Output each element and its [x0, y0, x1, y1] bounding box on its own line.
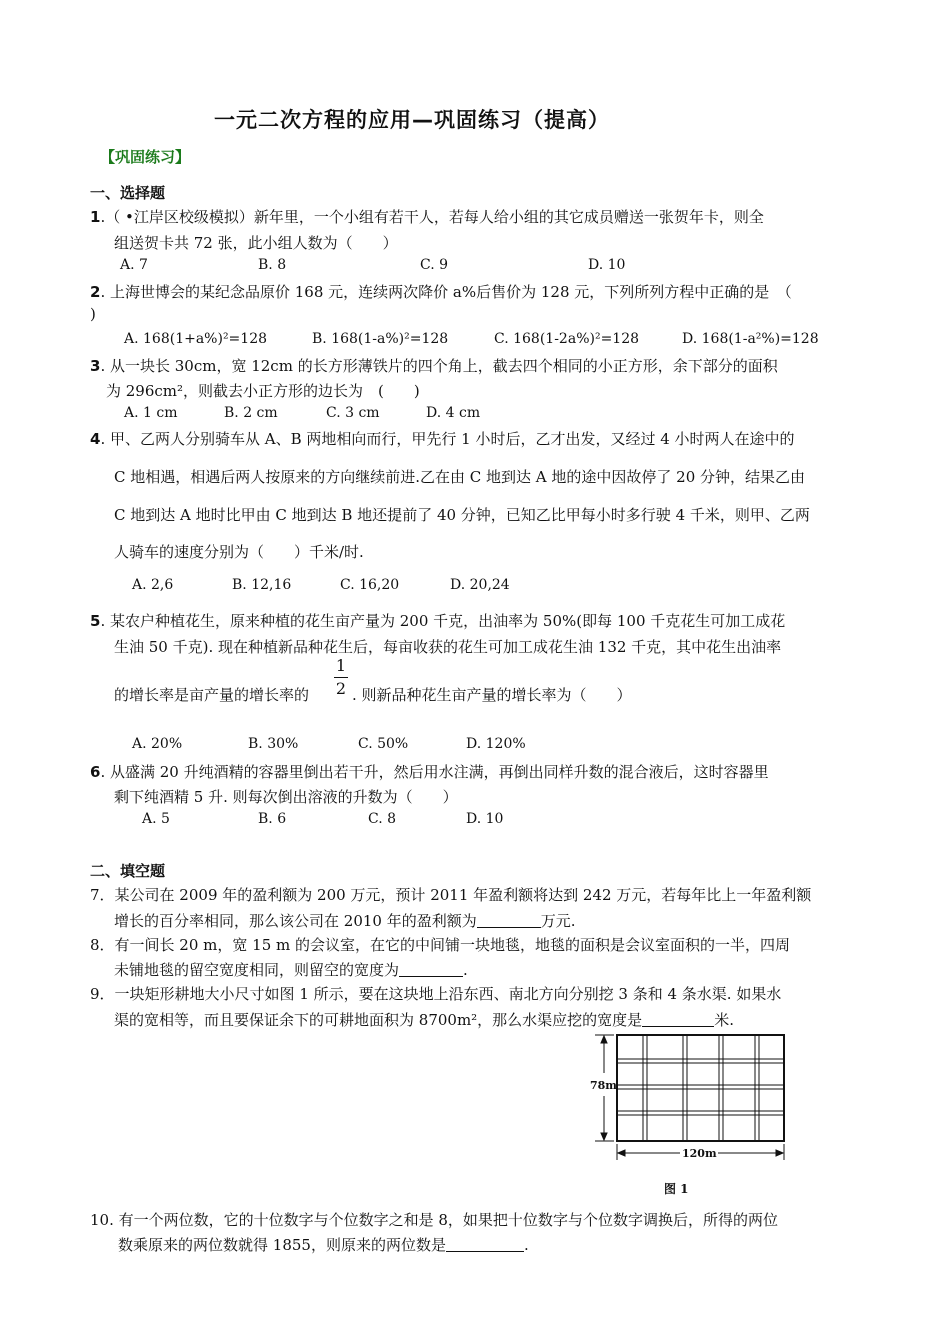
question-6-option-b: B. 6	[258, 811, 287, 827]
question-1-text: .（ •江岸区校级模拟）新年里，一个小组有若干人，若每人给小组的其它成员赠送一张贺年卡，则全	[100, 208, 764, 226]
question-1-number: 1	[90, 208, 101, 226]
question-1-line-1	[90, 206, 764, 227]
section-heading-fill: 二、填空题	[90, 862, 166, 880]
question-4-option-c: C. 16,20	[340, 577, 400, 593]
fraction-bar	[334, 677, 348, 678]
question-9-unit: 米.	[714, 1011, 734, 1029]
question-9-answer-blank	[642, 1012, 714, 1027]
question-5-option-a: A. 20%	[132, 736, 183, 752]
question-6-line-1	[90, 761, 769, 782]
question-6-number: 6	[90, 763, 101, 781]
question-4-option-a: A. 2,6	[132, 577, 174, 593]
question-7-line-2	[114, 910, 576, 931]
question-3-option-a: A. 1 cm	[124, 405, 178, 421]
fraction-denominator: 2	[335, 679, 347, 698]
question-5-line-3b: . 则新品种花生亩产量的增长率为（ ）	[352, 686, 632, 704]
question-5-option-c: C. 50%	[358, 736, 409, 752]
question-2-line-1	[90, 281, 792, 302]
question-4-line-2: C 地相遇，相遇后两人按原来的方向继续前进.乙在由 C 地到达 A 地的途中因故停了 20 分钟，结果乙由	[114, 468, 806, 486]
question-4-option-b: B. 12,16	[232, 577, 292, 593]
question-2-option-b: B. 168(1-a%)²=128	[312, 331, 449, 347]
question-8-end: .	[463, 961, 468, 979]
question-4-line-4: 人骑车的速度分别为（ ）千米/时.	[114, 543, 364, 561]
page-title: 一元二次方程的应用—巩固练习（提高）	[214, 108, 610, 132]
question-2-number: 2	[90, 283, 101, 301]
question-9-line-1: 9．一块矩形耕地大小尺寸如图 1 所示，要在这块地上沿东西、南北方向分别挖 3 条和 4 条水渠. 如果水	[90, 985, 782, 1003]
section-heading-choice: 一、选择题	[90, 184, 166, 202]
question-6-option-a: A. 5	[142, 811, 170, 827]
question-7-answer-blank	[477, 913, 541, 928]
question-6-text: . 从盛满 20 升纯酒精的容器里倒出若干升，然后用水注满，再倒出同样升数的混合液后，这时容器里	[100, 763, 769, 781]
question-8-line-2	[114, 959, 468, 980]
fraction-one-half	[334, 656, 348, 699]
question-10-line-1: 10. 有一个两位数，它的十位数字与个位数字之和是 8，如果把十位数字与个位数字调换后，所得的两位	[90, 1211, 778, 1229]
question-3-option-c: C. 3 cm	[326, 405, 380, 421]
question-9-line-2	[114, 1009, 734, 1030]
field-grid	[617, 1035, 784, 1141]
question-1-option-b: B. 8	[258, 257, 287, 273]
question-4-line-1	[90, 428, 795, 449]
question-4-text: . 甲、乙两人分别骑车从 A、B 两地相向而行，甲先行 1 小时后，乙才出发，又经过 4 小时两人在途中的	[100, 430, 795, 448]
question-6-option-c: C. 8	[368, 811, 397, 827]
question-2-text: . 上海世博会的某纪念品原价 168 元，连续两次降价 a%后售价为 128 元，下列所列方程中正确的是 （	[100, 283, 792, 301]
question-2-option-a: A. 168(1+a%)²=128	[124, 331, 268, 347]
question-3-line-1	[90, 355, 778, 376]
question-1-option-a: A. 7	[120, 257, 148, 273]
question-5-option-b: B. 30%	[248, 736, 299, 752]
fraction-numerator: 1	[335, 656, 347, 675]
question-6-option-d: D. 10	[466, 811, 504, 827]
width-label: 120m	[682, 1147, 717, 1160]
question-7-text: 增长的百分率相同，那么该公司在 2010 年的盈利额为	[114, 912, 477, 930]
question-3-line-2: 为 296cm²，则截去小正方形的边长为 ( )	[106, 382, 420, 400]
question-8-answer-blank	[399, 962, 463, 977]
figure-1-field-diagram	[584, 1028, 794, 1198]
question-2-option-d: D. 168(1-a²%)=128	[682, 331, 819, 347]
question-10-answer-blank	[446, 1237, 524, 1252]
question-1-option-d: D. 10	[588, 257, 626, 273]
question-3-number: 3	[90, 357, 101, 375]
question-10-line-2	[118, 1234, 529, 1255]
question-4-number: 4	[90, 430, 101, 448]
question-3-text: . 从一块长 30cm，宽 12cm 的长方形薄铁片的四个角上，截去四个相同的小正方形，余下部分的面积	[100, 357, 778, 375]
question-10-end: .	[523, 1236, 529, 1254]
question-8-text: 未铺地毯的留空宽度相同，则留空的宽度为	[114, 961, 400, 979]
question-6-line-2: 剩下纯酒精 5 升. 则每次倒出溶液的升数为（ ）	[114, 788, 458, 806]
question-5-line-2: 生油 50 千克). 现在种植新品种花生后，每亩收获的花生可加工成花生油 132 千克，其中花生出油率	[114, 638, 782, 656]
question-7-line-1: 7．某公司在 2009 年的盈利额为 200 万元，预计 2011 年盈利额将达到 242 万元，若每年比上一年盈利额	[90, 886, 812, 904]
question-9-text: 渠的宽相等，而且要保证余下的可耕地面积为 8700m²，那么水渠应挖的宽度是	[114, 1011, 643, 1029]
question-4-line-3: C 地到达 A 地时比甲由 C 地到达 B 地还提前了 40 分钟，已知乙比甲每小时多行驶 4 千米，则甲、乙两	[114, 506, 810, 524]
question-2-option-c: C. 168(1-2a%)²=128	[494, 331, 640, 347]
question-5-text: . 某农户种植花生，原来种植的花生亩产量为 200 千克，出油率为 50%(即每 100 千克花生可加工成花	[100, 612, 786, 630]
question-7-unit: 万元.	[540, 912, 576, 930]
question-1-option-c: C. 9	[420, 257, 449, 273]
question-3-option-d: D. 4 cm	[426, 405, 481, 421]
question-5-line-3a: 的增长率是亩产量的增长率的	[114, 686, 310, 704]
figure-caption: 图 1	[664, 1182, 689, 1196]
question-5-number: 5	[90, 612, 101, 630]
height-label: 78m	[590, 1079, 617, 1092]
question-5-option-d: D. 120%	[466, 736, 526, 752]
question-3-option-b: B. 2 cm	[224, 405, 278, 421]
question-10-text: 数乘原来的两位数就得 1855，则原来的两位数是	[118, 1236, 446, 1254]
question-2-line-2: )	[90, 305, 96, 323]
question-8-line-1: 8．有一间长 20 m，宽 15 m 的会议室，在它的中间铺一块地毯，地毯的面积是会议室面积的一半，四周	[90, 936, 791, 954]
question-4-option-d: D. 20,24	[450, 577, 510, 593]
question-5-line-1	[90, 610, 785, 631]
question-1-line-2: 组送贺卡共 72 张，此小组人数为（ ）	[114, 234, 398, 252]
section-tag: 【巩固练习】	[100, 148, 191, 166]
